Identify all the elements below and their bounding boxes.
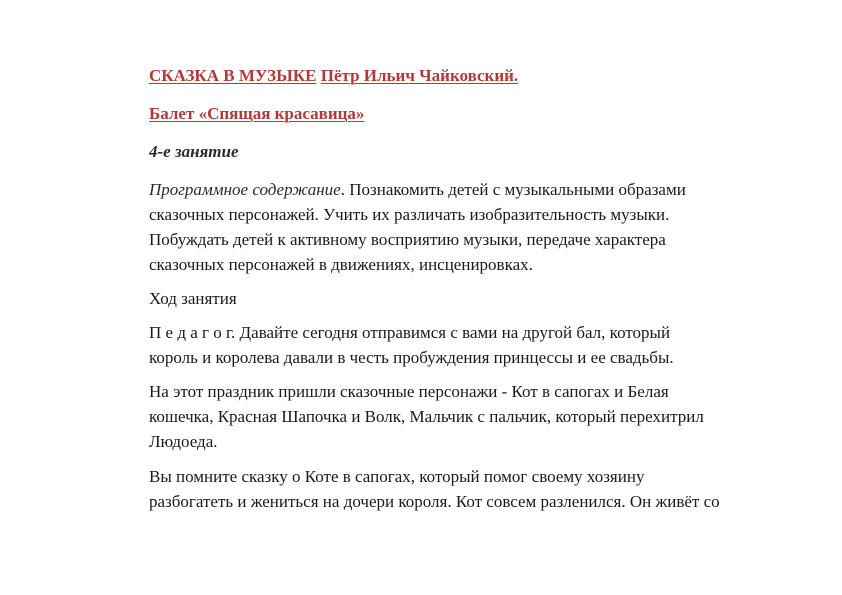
progress-heading: Ход занятия bbox=[149, 289, 237, 308]
program-line-2: сказочных персонажей. Учить их различать изобразительность музыки. bbox=[149, 205, 670, 224]
teacher-line-1 bbox=[149, 323, 670, 343]
paragraph3-line-3: Людоеда. bbox=[149, 432, 218, 451]
paragraph4-line-2: разбогатеть и жениться на дочери короля. Кот совсем разленился. Он живёт со bbox=[149, 492, 720, 511]
ballet-link[interactable]: Балет «Спящая красавица» bbox=[149, 104, 365, 123]
title-link-skazka[interactable]: СКАЗКА В МУЗЫКЕ bbox=[149, 66, 317, 85]
paragraph3-line-1: На этот праздник пришли сказочные персонажи - Кот в сапогах и Белая bbox=[149, 382, 669, 401]
teacher-text-1: Давайте сегодня отправимся с вами на другой бал, который bbox=[235, 323, 671, 342]
ballet-line bbox=[149, 104, 364, 124]
paragraph3-line-2: кошечка, Красная Шапочка и Волк, Мальчик с пальчик, который перехитрил bbox=[149, 407, 704, 426]
program-line-3: Побуждать детей к активному восприятию музыки, передаче характера bbox=[149, 230, 666, 249]
paragraph4-line-1: Вы помните сказку о Коте в сапогах, который помог своему хозяину bbox=[149, 467, 645, 486]
program-line-1 bbox=[149, 180, 686, 200]
teacher-line-2: король и королева давали в честь пробуждения принцессы и ее свадьбы. bbox=[149, 348, 674, 367]
program-lead: Программное содержание bbox=[149, 180, 341, 199]
program-text-1: . Познакомить детей с музыкальными образами bbox=[340, 180, 686, 199]
teacher-speaker: П е д а г о г. bbox=[149, 323, 236, 342]
program-line-4: сказочных персонажей в движениях, инсценировках. bbox=[149, 255, 533, 274]
lesson-number: 4-е занятие bbox=[149, 142, 239, 161]
title-link-composer[interactable]: Пётр Ильич Чайковский. bbox=[320, 66, 519, 85]
title-line bbox=[149, 66, 518, 86]
